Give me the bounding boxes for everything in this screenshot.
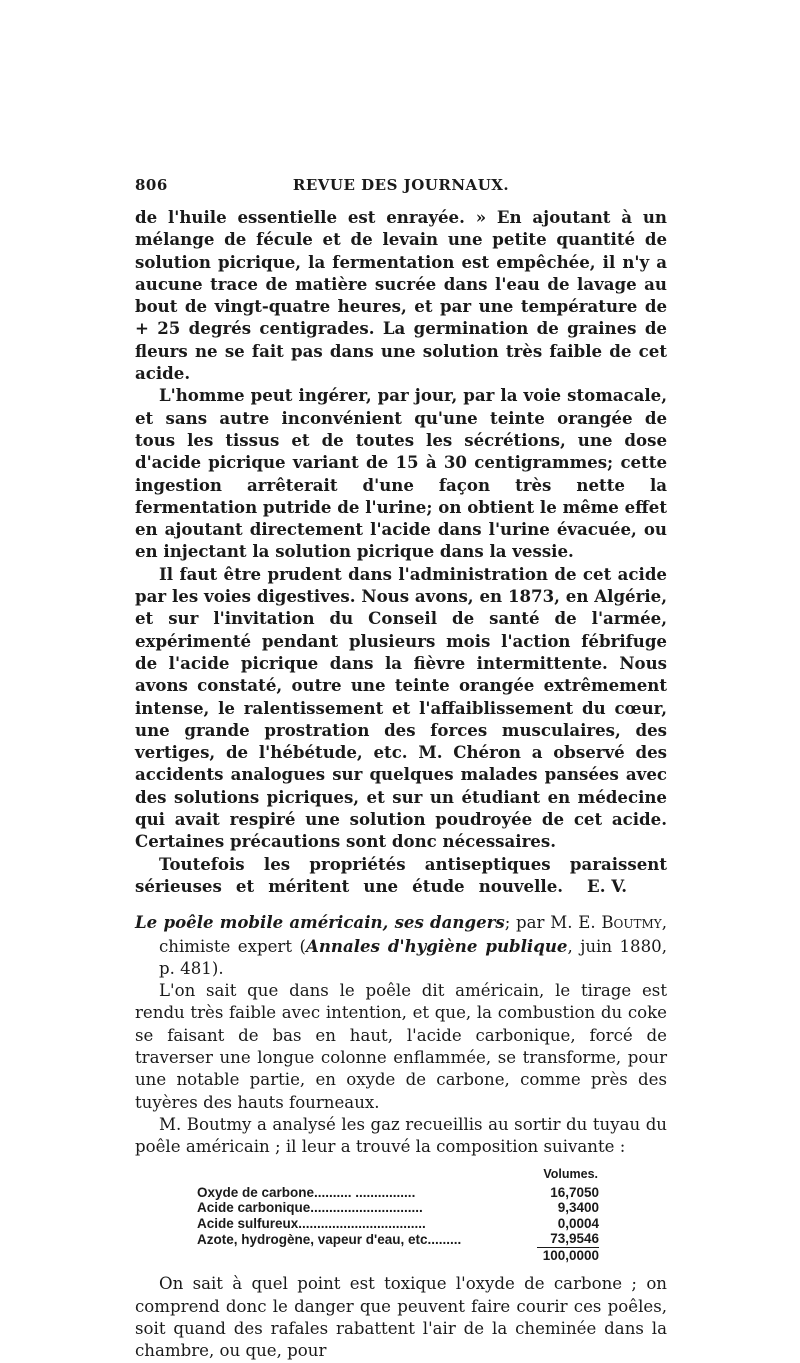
row-value: 16,7050 [550,1184,599,1200]
running-title: REVUE DES JOURNAUX. [292,176,510,194]
article-title-italic: Le poêle mobile américain, ses dangers [135,912,505,933]
paragraph-2: L'homme peut ingérer, par jour, par la voie stomacale, et sans autre inconvénient qu'une teinte orangée de tous les tissus et de toutes les sécrétions, une dose d'acide picrique variant de 15 à 30 centigrammes; cette ingestion arrêterait d'une façon très nette la fermentation putride de l'urine; on obtient le même effet en ajoutant directement l'acide dans l'urine évacuée, ou en injectant la solution picrique dans la vessie. [135,385,667,562]
article-title [135,911,667,980]
article-journal: Annales d'hygiène publique [305,935,568,956]
article-author: Boutmy [601,913,662,933]
paragraph-4 [135,853,667,898]
page-number: 806 [135,176,168,194]
table-row [197,1200,599,1216]
total-row [197,1247,599,1263]
article-title-rest2: , juin 1880, p. 481). [159,936,667,978]
table-row [197,1185,599,1201]
row-label: Acide sulfureux.................................. [197,1215,426,1231]
row-label: Oxyde de carbone.......... ................ [197,1184,416,1200]
signature: E. V. [587,875,627,896]
composition-table [197,1166,599,1263]
total-value: 100,0000 [537,1247,599,1263]
row-value: 73,9546 [550,1231,599,1247]
row-label: Acide carbonique.............................. [197,1200,423,1216]
row-value: 0,0004 [557,1215,599,1231]
paragraph-4-text: Toutefois les propriétés antiseptiques paraissent sérieuses et méritent une étude nouvelle. [135,853,667,896]
row-value: 9,3400 [557,1200,599,1216]
paragraph-1: de l'huile essentielle est enrayée. » En ajoutant à un mélange de fécule et de levain une petite quantité de solution picrique, la fermentation est empêchée, il n'y a aucune trace de matière sucrée dans l'eau de lavage au bout de vingt-quatre heures, et par une température de + 25 degrés centigrades. La germination de graines de fleurs ne se fait pas dans une solution très faible de cet acide. [135,207,667,384]
paragraph-6: M. Boutmy a analysé les gaz recueillis au sortir du tuyau du poêle américain ; il leur a trouvé la composition suivante : [135,1114,667,1157]
article-title-rest1: , chimiste expert ( [159,913,667,956]
page-body [135,206,667,1363]
paragraph-3: Il faut être prudent dans l'administration de cet acide par les voies digestives. Nous avons, en 1873, en Algérie, et sur l'invitation du Conseil de santé de l'armée, expérimenté pendant plusieurs mois l'action fébrifuge de l'acide picrique dans la fièvre intermittente. Nous avons constaté, outre une teinte orangée extrêmement intense, le ralentissement et l'affaiblissement du cœur, une grande prostration des forces musculaires, des vertiges, de l'hébétude, etc. M. Chéron a observé des accidents analogues sur quelques malades pansées avec des solutions picriques, et sur un étudiant en médecine qui avait respiré une solution poudroyée de cet acide. Certaines précautions sont donc nécessaires. [135,563,667,852]
table-row [197,1216,599,1232]
volumes-header: Volumes. [543,1167,598,1182]
article-title-by: ; par M. E. [504,913,602,933]
row-label: Azote, hydrogène, vapeur d'eau, etc......... [197,1231,462,1247]
composition-header-row [197,1166,599,1185]
paragraph-7: On sait à quel point est toxique l'oxyde de carbone ; on comprend donc le danger que peuvent faire courir ces poêles, soit quand des rafales rabattent l'air de la cheminée dans la chambre, ou que, pour [135,1274,667,1361]
paragraph-5: L'on sait que dans le poêle dit américain, le tirage est rendu très faible avec intention, et que, la combustion du coke se faisant de bas en haut, l'acide carbonique, forcé de traverser une longue colonne enflammée, se transforme, pour une notable partie, en oxyde de carbone, comme près des tuyères des hauts fourneaux. [135,981,667,1112]
table-row [197,1231,599,1247]
